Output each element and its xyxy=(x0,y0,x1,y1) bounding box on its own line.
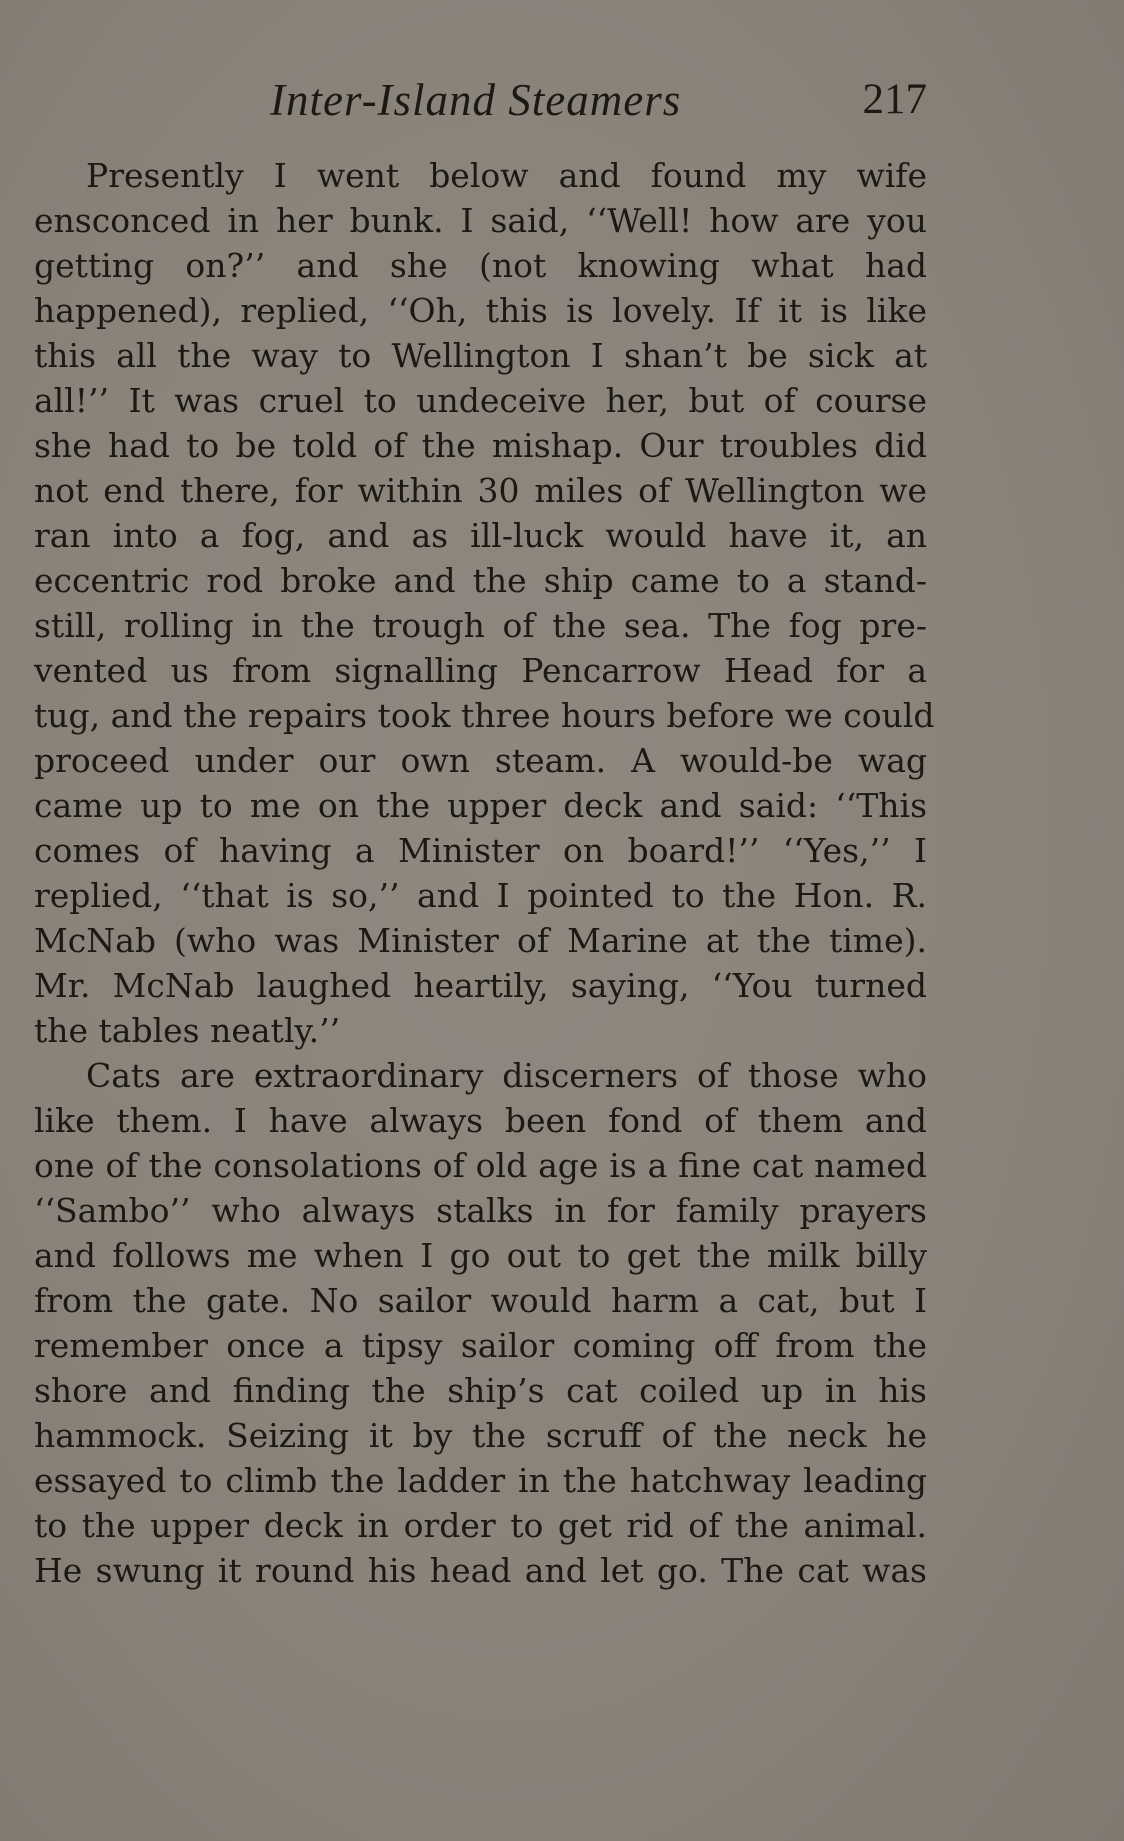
text-line: eccentric rod broke and the ship came to a stand- xyxy=(34,561,927,600)
text-line: not end there, for within 30 miles of Wellington we xyxy=(34,471,927,510)
text-line: Presently I went below and found my wife xyxy=(86,156,927,195)
text-line: she had to be told of the mishap. Our troubles did xyxy=(34,426,927,465)
text-line: and follows me when I go out to get the milk billy xyxy=(34,1236,927,1275)
text-line: ran into a fog, and as ill-luck would have it, an xyxy=(34,516,927,555)
text-line: McNab (who was Minister of Marine at the time). xyxy=(34,921,927,960)
text-line: He swung it round his head and let go. The cat was xyxy=(34,1551,927,1590)
text-line: all!’’ It was cruel to undeceive her, but of course xyxy=(34,381,927,420)
text-line: ensconced in her bunk. I said, ‘‘Well! how are you xyxy=(34,201,927,240)
text-line: tug, and the repairs took three hours before we could xyxy=(34,696,935,735)
text-line: this all the way to Wellington I shan’t be sick at xyxy=(34,336,927,375)
text-line: comes of having a Minister on board!’’ ‘‘Yes,’’ I xyxy=(34,831,927,870)
text-line: like them. I have always been fond of them and xyxy=(34,1101,927,1140)
page-number: 217 xyxy=(862,76,927,123)
body-text xyxy=(34,153,935,1593)
paragraph xyxy=(34,153,935,1053)
text-line: came up to me on the upper deck and said: ‘‘This xyxy=(34,786,927,825)
text-line: proceed under our own steam. A would-be wag xyxy=(34,741,927,780)
text-line: the tables neatly.’’ xyxy=(34,1011,341,1050)
text-line: still, rolling in the trough of the sea. The fog pre- xyxy=(34,606,927,645)
text-line: hammock. Seizing it by the scruff of the neck he xyxy=(34,1416,927,1455)
text-line: shore and finding the ship’s cat coiled up in his xyxy=(34,1371,927,1410)
text-line: Mr. McNab laughed heartily, saying, ‘‘You turned xyxy=(34,966,927,1005)
text-line: vented us from signalling Pencarrow Head for a xyxy=(34,651,927,690)
text-line: replied, ‘‘that is so,’’ and I pointed to the Hon. R. xyxy=(34,876,927,915)
text-line: remember once a tipsy sailor coming off from the xyxy=(34,1326,927,1365)
text-line: to the upper deck in order to get rid of the animal. xyxy=(34,1506,927,1545)
running-title: Inter-Island Steamers xyxy=(270,75,682,125)
paragraph xyxy=(34,1053,927,1593)
running-head xyxy=(34,72,927,128)
text-line: essayed to climb the ladder in the hatchway leading xyxy=(34,1461,927,1500)
text-line: ‘‘Sambo’’ who always stalks in for family prayers xyxy=(34,1191,927,1230)
text-line: Cats are extraordinary discerners of those who xyxy=(86,1056,927,1095)
text-line: getting on?’’ and she (not knowing what had xyxy=(34,246,927,285)
text-line: one of the consolations of old age is a fine cat named xyxy=(34,1146,927,1185)
text-line: from the gate. No sailor would harm a cat, but I xyxy=(34,1281,927,1320)
text-line: happened), replied, ‘‘Oh, this is lovely. If it is like xyxy=(34,291,927,330)
